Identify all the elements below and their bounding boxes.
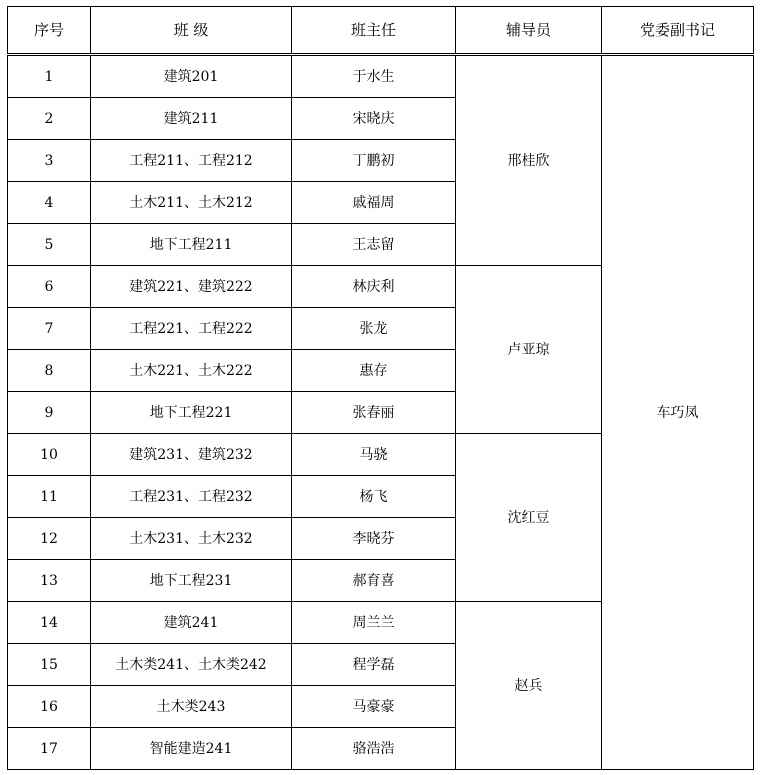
class-name: 建筑231、建筑232: [91, 434, 292, 476]
header-counselor: 辅导员: [456, 7, 602, 55]
head-teacher: 郝育喜: [292, 560, 456, 602]
row-number: 5: [8, 224, 91, 266]
head-teacher: 骆浩浩: [292, 728, 456, 770]
counselor-cell: 邢桂欣: [456, 55, 602, 266]
class-name: 地下工程231: [91, 560, 292, 602]
row-number: 4: [8, 182, 91, 224]
head-teacher: 杨飞: [292, 476, 456, 518]
row-number: 11: [8, 476, 91, 518]
counselor-cell: 卢亚琼: [456, 266, 602, 434]
class-name: 建筑201: [91, 55, 292, 98]
row-number: 12: [8, 518, 91, 560]
row-number: 16: [8, 686, 91, 728]
head-teacher: 宋晓庆: [292, 98, 456, 140]
table-header-row: [8, 7, 754, 55]
class-name: 工程221、工程222: [91, 308, 292, 350]
row-number: 15: [8, 644, 91, 686]
head-teacher: 张春丽: [292, 392, 456, 434]
head-teacher: 丁鹏初: [292, 140, 456, 182]
row-number: 8: [8, 350, 91, 392]
row-number: 1: [8, 55, 91, 98]
row-number: 10: [8, 434, 91, 476]
row-number: 9: [8, 392, 91, 434]
head-teacher: 于水生: [292, 55, 456, 98]
class-name: 地下工程211: [91, 224, 292, 266]
class-name: 建筑221、建筑222: [91, 266, 292, 308]
row-number: 3: [8, 140, 91, 182]
table-row: [8, 55, 754, 98]
class-name: 建筑211: [91, 98, 292, 140]
class-name: 地下工程221: [91, 392, 292, 434]
row-number: 2: [8, 98, 91, 140]
header-head-teacher: 班主任: [292, 7, 456, 55]
class-name: 土木类243: [91, 686, 292, 728]
head-teacher: 周兰兰: [292, 602, 456, 644]
head-teacher: 马骁: [292, 434, 456, 476]
class-name: 工程231、工程232: [91, 476, 292, 518]
class-name: 工程211、工程212: [91, 140, 292, 182]
class-name: 土木221、土木222: [91, 350, 292, 392]
head-teacher: 李晓芬: [292, 518, 456, 560]
row-number: 17: [8, 728, 91, 770]
head-teacher: 张龙: [292, 308, 456, 350]
secretary-cell: 车巧凤: [602, 55, 754, 770]
head-teacher: 王志留: [292, 224, 456, 266]
class-name: 建筑241: [91, 602, 292, 644]
head-teacher: 戚福周: [292, 182, 456, 224]
class-name: 智能建造241: [91, 728, 292, 770]
class-name: 土木类241、土木类242: [91, 644, 292, 686]
row-number: 13: [8, 560, 91, 602]
head-teacher: 林庆利: [292, 266, 456, 308]
head-teacher: 马豪豪: [292, 686, 456, 728]
class-name: 土木211、土木212: [91, 182, 292, 224]
class-name: 土木231、土木232: [91, 518, 292, 560]
counselor-cell: 赵兵: [456, 602, 602, 770]
head-teacher: 惠存: [292, 350, 456, 392]
row-number: 14: [8, 602, 91, 644]
counselor-cell: 沈红豆: [456, 434, 602, 602]
header-no: 序号: [8, 7, 91, 55]
row-number: 7: [8, 308, 91, 350]
header-secretary: 党委副书记: [602, 7, 754, 55]
class-assignment-table: [7, 6, 754, 770]
row-number: 6: [8, 266, 91, 308]
head-teacher: 程学磊: [292, 644, 456, 686]
header-class: 班 级: [91, 7, 292, 55]
